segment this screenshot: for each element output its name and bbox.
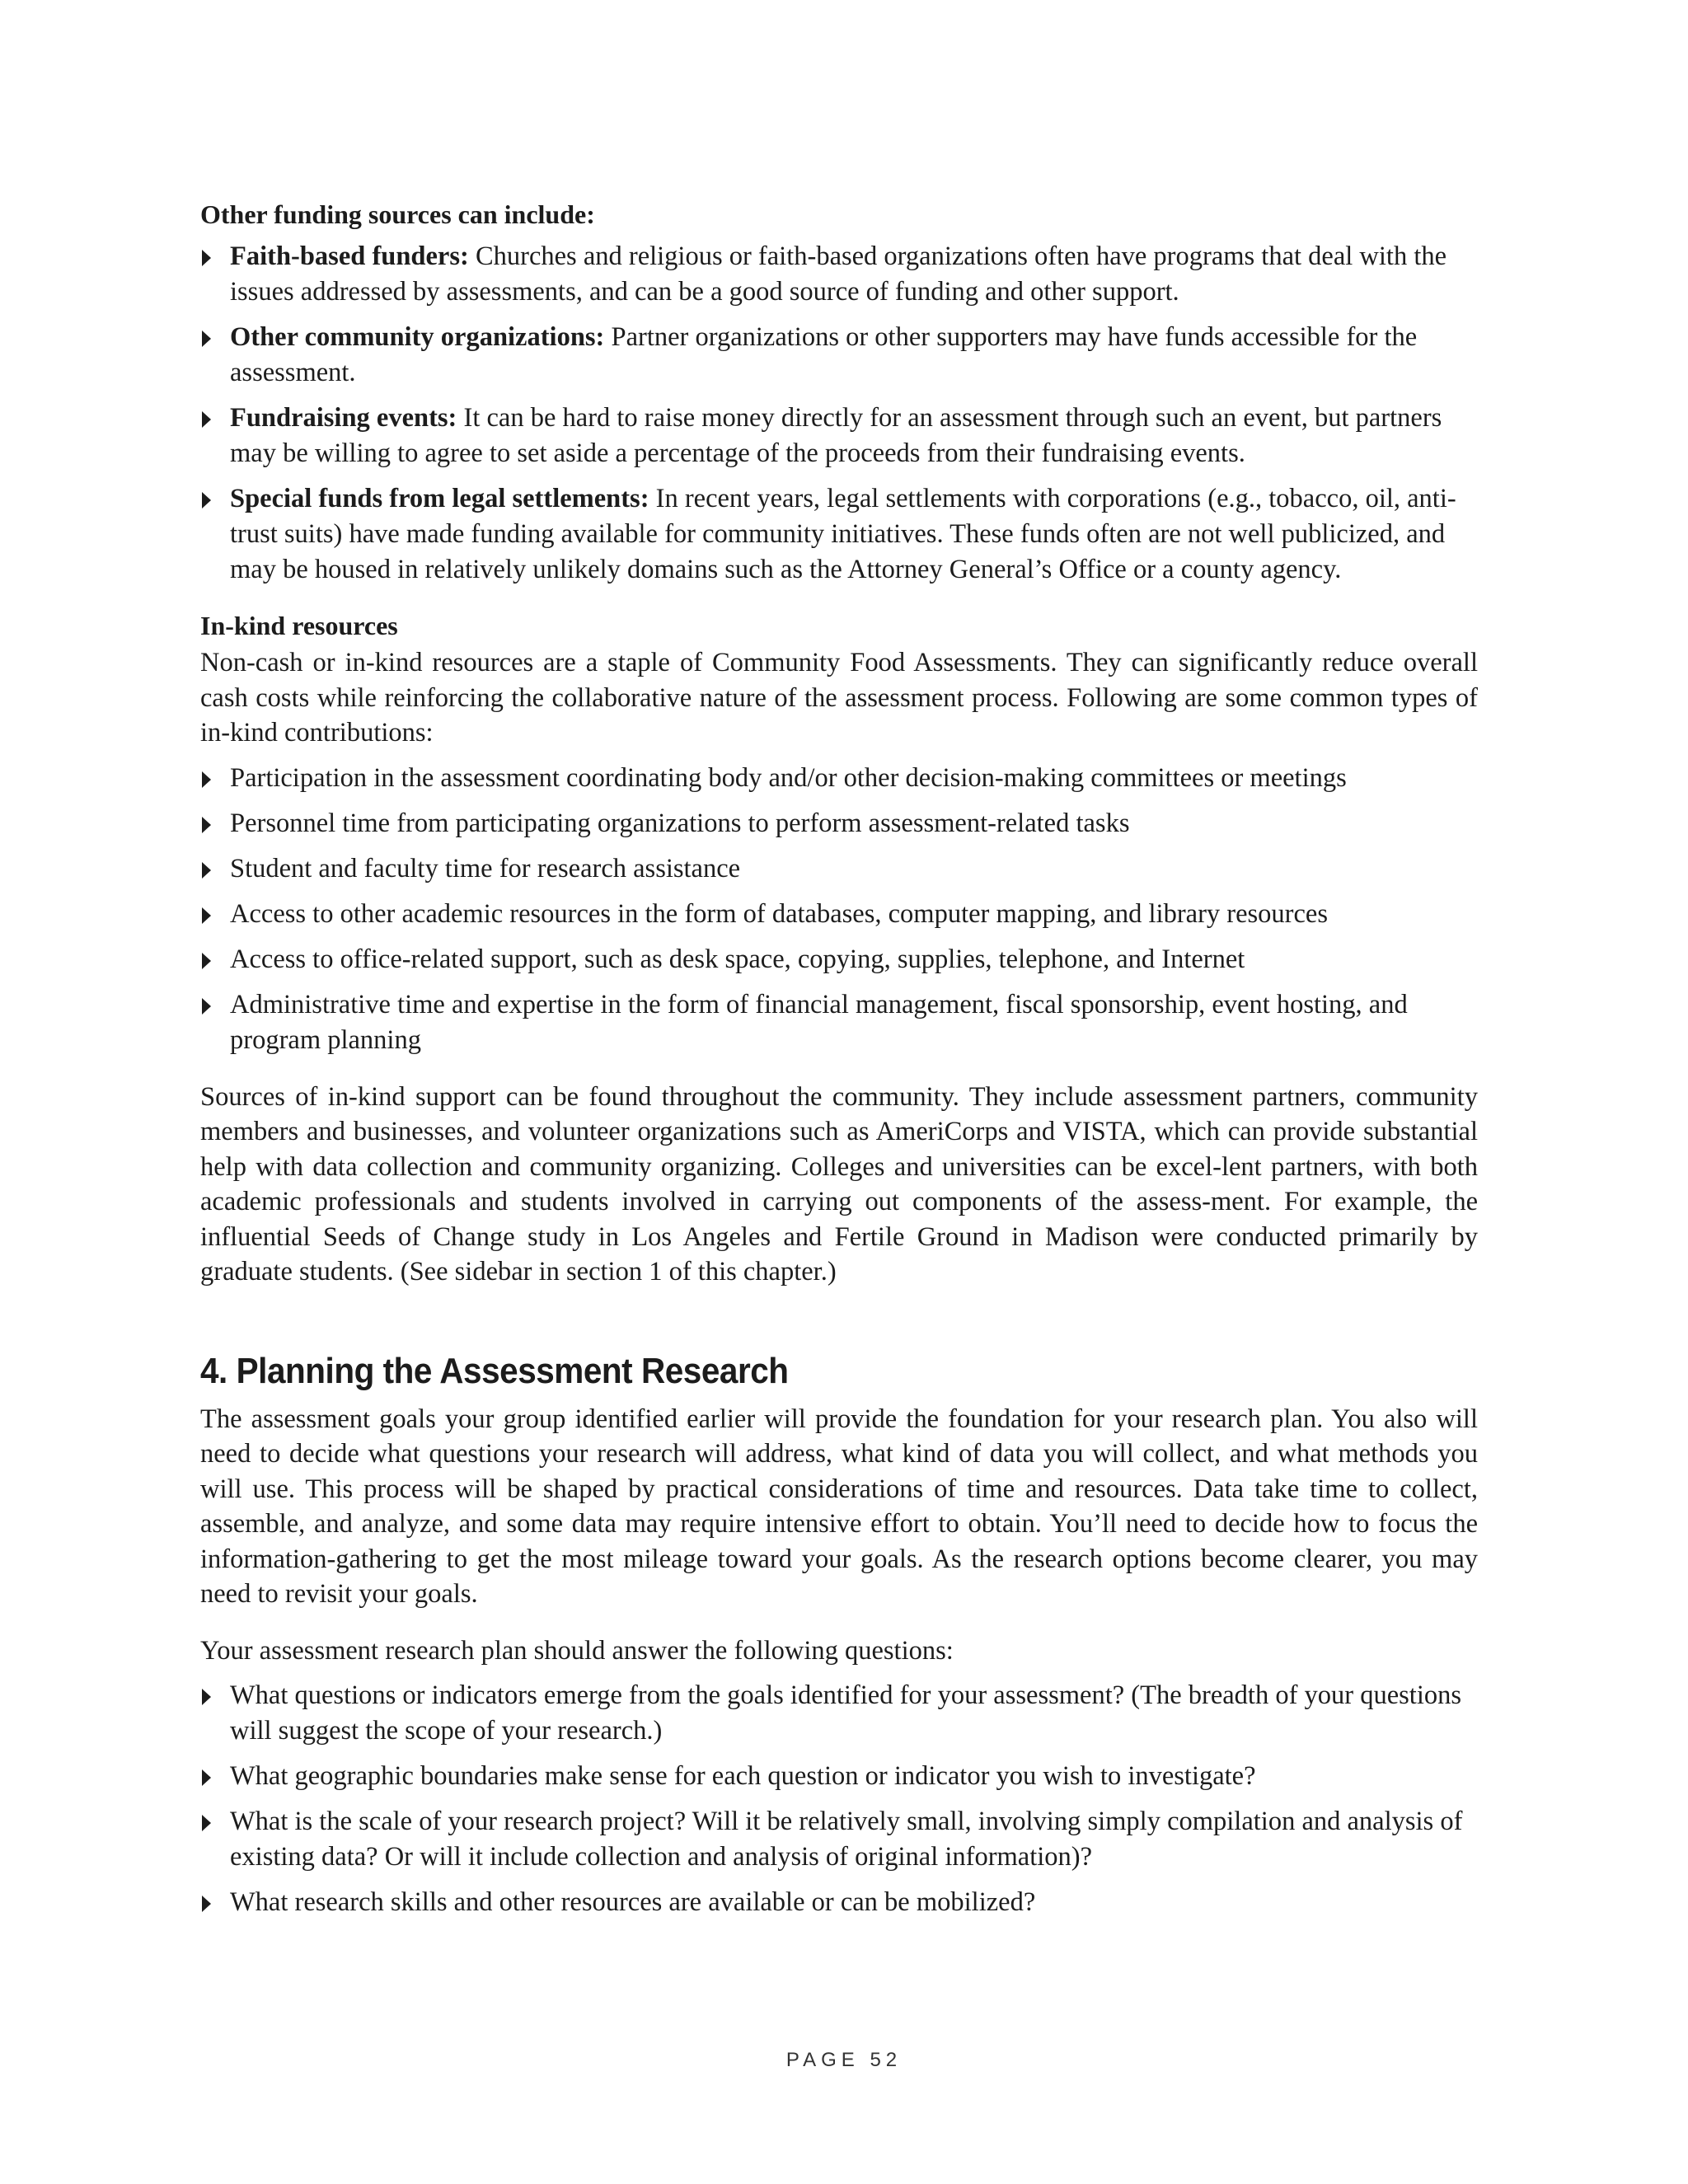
bullet-icon xyxy=(202,492,211,509)
bullet-icon xyxy=(202,771,211,788)
list-item xyxy=(200,239,1478,310)
list-item xyxy=(200,1678,1478,1749)
item-text: Personnel time from participating organizations to perform assessment-related tasks xyxy=(230,808,1130,838)
list-item xyxy=(200,761,1478,796)
inkind-heading: In-kind resources xyxy=(200,611,398,640)
inkind-intro: Non-cash or in-kind resources are a staple of Community Food Assessments. They can significantly reduce overall cash costs while reinforcing the collaborative nature of the assessment process. Following are some common types of in-kind contributions: xyxy=(200,648,1478,748)
item-text: What research skills and other resources are available or can be mobilized? xyxy=(230,1887,1036,1917)
list-item xyxy=(200,987,1478,1058)
list-item xyxy=(200,401,1478,471)
list-item xyxy=(200,320,1478,391)
list-item xyxy=(200,851,1478,887)
item-term: Fundraising events: xyxy=(230,403,457,433)
item-text: It can be hard to raise money directly for an assessment through such an event, but partners may be willing to agree to set aside a percentage of the proceeds from their fundraising events. xyxy=(230,403,1442,468)
list-item xyxy=(200,942,1478,977)
item-text: Churches and religious or faith-based organizations often have programs that deal with the issues addressed by assessments, and can be a good source of funding and other support. xyxy=(230,241,1447,307)
research-questions-list xyxy=(200,1678,1478,1920)
section-paragraph: The assessment goals your group identified earlier will provide the foundation for your research plan. You also will need to decide what questions your research will address, what kind of data you will collect, and what methods you will use. This process will be shaped by practical considerations of time and resources. Data take time to collect, assemble, and analyze, and some data may require intensive effort to obtain. You’ll need to decide how to focus the information-gathering to get the most mileage toward your goals. As the research options become clearer, you may need to revisit your goals. xyxy=(200,1404,1478,1609)
list-item xyxy=(200,897,1478,932)
page-number: PAGE 52 xyxy=(785,2049,903,2071)
item-text: What questions or indicators emerge from the goals identified for your assessment? (The breadth of your questions will suggest the scope of your research.) xyxy=(230,1680,1462,1746)
list-item xyxy=(200,1885,1478,1920)
list-item xyxy=(200,806,1478,841)
page-content xyxy=(200,196,1478,1930)
item-term: Other community organizations: xyxy=(230,322,605,352)
item-text: Administrative time and expertise in the form of financial management, fiscal sponsorship, event hosting, and program planning xyxy=(230,989,1408,1055)
list-item xyxy=(200,481,1478,588)
research-plan-intro: Your assessment research plan should answer the following questions: xyxy=(200,1635,954,1666)
item-text: Participation in the assessment coordinating body and/or other decision-making committees or meetings xyxy=(230,762,1347,793)
item-text: Partner organizations or other supporters may have funds accessible for the assessment. xyxy=(230,322,1418,387)
item-text: What is the scale of your research project? Will it be relatively small, involving simply compilation and analysis of existing data? Or will it include collection and analysis of original information)? xyxy=(230,1807,1463,1872)
item-text: Student and faculty time for research assistance xyxy=(230,853,741,883)
item-term: Faith-based funders: xyxy=(230,241,469,271)
bullet-icon xyxy=(202,330,211,347)
bullet-icon xyxy=(202,817,211,833)
bullet-icon xyxy=(202,1896,211,1912)
bullet-icon xyxy=(202,1815,211,1831)
bullet-icon xyxy=(202,862,211,879)
bullet-icon xyxy=(202,953,211,969)
item-text: Access to other academic resources in the form of databases, computer mapping, and library resources xyxy=(230,898,1328,929)
item-text: Access to office-related support, such as desk space, copying, supplies, telephone, and Internet xyxy=(230,944,1245,974)
inkind-list xyxy=(200,761,1478,1058)
section-heading: 4. Planning the Assessment Research xyxy=(200,1350,789,1391)
list-item xyxy=(200,1804,1478,1875)
item-text: What geographic boundaries make sense for each question or indicator you wish to investigate? xyxy=(230,1761,1256,1791)
funding-sources-heading: Other funding sources can include: xyxy=(200,199,595,229)
bullet-icon xyxy=(202,998,211,1015)
item-term: Special funds from legal settlements: xyxy=(230,484,649,513)
funding-sources-list xyxy=(200,239,1478,588)
inkind-sources-paragraph: Sources of in-kind support can be found throughout the community. They include assessment partners, community members and businesses, and volunteer organizations such as AmeriCorps and VISTA, which can provide substantial help with data collection and community organizing. Colleges and universities can be excel-lent partners, with both academic professionals and students involved in carrying out components of the assess-ment. For example, the influential Seeds of Change study in Los Angeles and Fertile Ground in Madison were conducted primarily by graduate students. (See sidebar in section 1 of this chapter.) xyxy=(200,1081,1478,1286)
list-item xyxy=(200,1759,1478,1794)
bullet-icon xyxy=(202,907,211,924)
item-text: In recent years, legal settlements with corporations (e.g., tobacco, oil, anti-trust suits) have made funding available for community initiatives. These funds often are not well publicized, and may be housed in relatively unlikely domains such as the Attorney General’s Office or a county agency. xyxy=(230,484,1456,584)
bullet-icon xyxy=(202,1769,211,1786)
bullet-icon xyxy=(202,411,211,428)
bullet-icon xyxy=(202,250,211,266)
bullet-icon xyxy=(202,1689,211,1705)
